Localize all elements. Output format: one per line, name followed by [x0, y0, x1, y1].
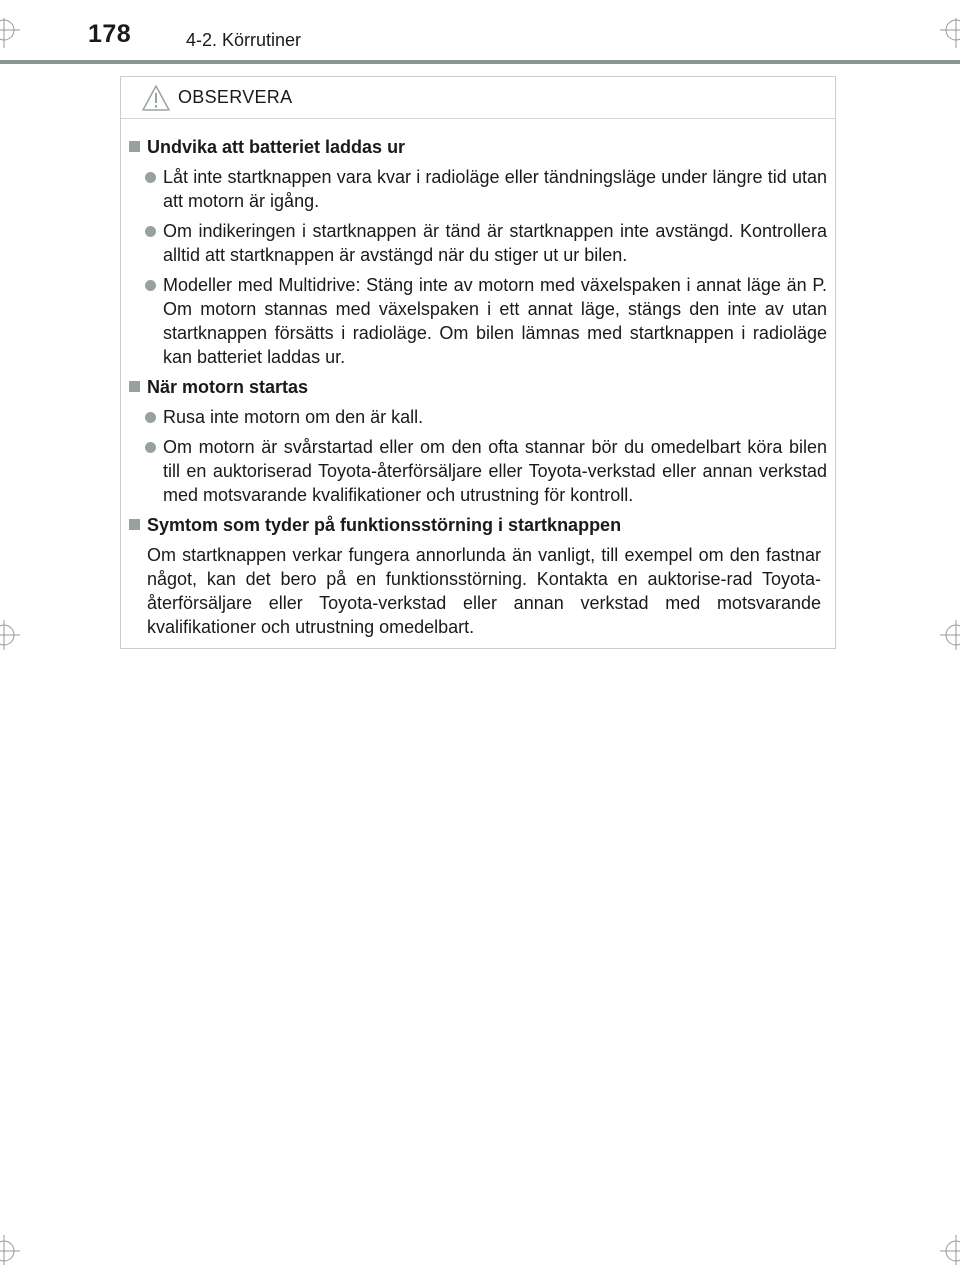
section-malfunction: [127, 513, 827, 639]
section-heading: När motorn startas: [127, 375, 827, 399]
circle-bullet-icon: [145, 442, 156, 453]
header-divider: [0, 60, 960, 64]
crop-mark-bottom-left: [0, 1235, 30, 1265]
circle-bullet-icon: [145, 280, 156, 291]
section-engine-start: [127, 375, 827, 507]
section-title: 4-2. Körrutiner: [186, 30, 302, 50]
crop-mark-mid-left: [0, 620, 30, 650]
list-item: Modeller med Multidrive: Stäng inte av motorn med växelspaken i annat läge än P. Om motorn stannas med växelspaken i ett annat läge, stängs den inte av utan startknappen försätts i radioläge. Om bilen lämnas med startknappen i radioläge kan batteriet laddas ur.: [127, 273, 827, 369]
section-paragraph: Om startknappen verkar fungera annorlunda än vanligt, till exempel om den fastnar något, kan det bero på en funktionsstörning. Kontakta en auktorise-rad Toyota-återförsäljare eller Toyota-verkstad eller annan verkstad med motsvarande kvalifikationer och utrustning omedelbart.: [147, 545, 821, 637]
list-item: Låt inte startknappen vara kvar i radioläge eller tändningsläge under längre tid utan att motorn är igång.: [127, 165, 827, 213]
crop-mark-top-right: [930, 18, 960, 48]
caution-body: [121, 119, 835, 639]
caution-box: [120, 76, 836, 649]
circle-bullet-icon: [145, 172, 156, 183]
circle-bullet-icon: [145, 226, 156, 237]
square-bullet-icon: [129, 519, 140, 530]
crop-mark-mid-right: [930, 620, 960, 650]
crop-mark-top-left: [0, 18, 30, 48]
page-number: 178: [88, 20, 132, 48]
crop-mark-bottom-right: [930, 1235, 960, 1265]
section-heading: Symtom som tyder på funktionsstörning i startknappen: [127, 513, 827, 537]
square-bullet-icon: [129, 141, 140, 152]
caution-header: [121, 77, 835, 119]
warning-triangle-icon: [141, 84, 171, 112]
section-battery: [127, 135, 827, 369]
list-item: Rusa inte motorn om den är kall.: [127, 405, 827, 429]
section-heading: Undvika att batteriet laddas ur: [127, 135, 827, 159]
list-item: Om indikeringen i startknappen är tänd är startknappen inte avstängd. Kontrollera alltid att startknappen är avstängd när du stiger ut ur bilen.: [127, 219, 827, 267]
caution-title: OBSERVERA: [178, 87, 293, 107]
circle-bullet-icon: [145, 412, 156, 423]
square-bullet-icon: [129, 381, 140, 392]
list-item: Om motorn är svårstartad eller om den ofta stannar bör du omedelbart köra bilen till en auktoriserad Toyota-återförsäljare eller Toyota-verkstad eller annan verkstad med motsvarande kvalifikationer och utrustning för kontroll.: [127, 435, 827, 507]
